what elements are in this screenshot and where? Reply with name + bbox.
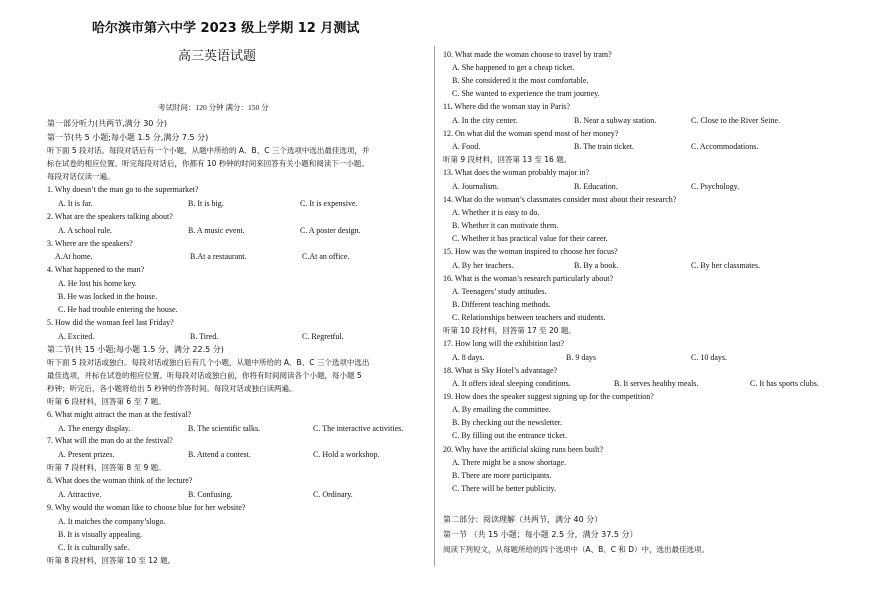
question-2-option-a[interactable]: A. A school rule. <box>58 226 112 235</box>
exam-title: 哈尔滨市第六中学 2023 级上学期 12 月测试 <box>92 21 360 36</box>
question-15-option-c[interactable]: C. By her classmates. <box>691 261 761 270</box>
question-19-stem: 19. How does the speaker suggest signing up for the competition? <box>443 392 654 401</box>
question-20-option-a[interactable]: A. There might be a snow shortage. <box>452 458 567 467</box>
question-9-option-c[interactable]: C. It is culturally safe. <box>58 543 130 552</box>
part1-section2-instr-2: 最佳选项，并标在试卷的相应位置。听每段对话或独白前，你将有时间阅读各个小题，每小题 5 <box>47 371 362 380</box>
question-2-stem: 2. What are the speakers talking about? <box>47 212 173 221</box>
question-16-option-b[interactable]: B. Different teaching methods. <box>452 300 551 309</box>
exam-subtitle: 高三英语试题 <box>178 49 257 64</box>
question-18-option-b[interactable]: B. It serves healthy meals. <box>614 379 699 388</box>
question-13-option-c[interactable]: C. Psychology. <box>691 182 740 191</box>
part1-section1-instr-3: 每段对话仅读一遍。 <box>47 172 115 181</box>
question-4-stem: 4. What happened to the man? <box>47 265 145 274</box>
question-8-option-c[interactable]: C. Ordinary. <box>313 490 353 499</box>
listen-note-10: 听第 10 段材料，回答第 17 至 20 题。 <box>443 326 576 335</box>
part1-section2-heading: 第二节(共 15 小题;每小题 1.5 分，满分 22.5 分) <box>47 345 224 354</box>
listen-note-6: 听第 6 段材料，回答第 6 至 7 题。 <box>47 397 166 406</box>
question-15-option-a[interactable]: A. By her teachers. <box>452 261 514 270</box>
listen-note-7: 听第 7 段材料，回答第 8 至 9 题。 <box>47 463 166 472</box>
part1-section2-instr-1: 听下面 5 段对话或独白。每段对话或独白后有几个小题，从题中所给的 A、B、C 三个选项中选出 <box>47 358 370 367</box>
exam-meta: 考试时间：120 分钟 满分：150 分 <box>158 103 269 112</box>
question-13-option-a[interactable]: A. Journalism. <box>452 182 499 191</box>
question-19-option-a[interactable]: A. By emailing the committee. <box>452 405 551 414</box>
question-12-option-c[interactable]: C. Accommodations. <box>691 142 759 151</box>
question-12-option-a[interactable]: A. Food. <box>452 142 481 151</box>
question-3-option-b[interactable]: B.At a restaurant. <box>190 252 247 261</box>
question-4-option-c[interactable]: C. He had trouble entering the house. <box>58 305 178 314</box>
part1-section1-instr-2: 标在试卷的相应位置。听完每段对话后，你都有 10 秒钟的时间来回答有关小题和阅读下一小题。 <box>47 159 369 168</box>
question-4-option-a[interactable]: A. He lost his home key. <box>58 279 137 288</box>
question-9-option-b[interactable]: B. It is visually appealing. <box>58 530 142 539</box>
question-9-stem: 9. Why would the woman like to choose blue for her website? <box>47 503 246 512</box>
question-5-option-a[interactable]: A. Excited. <box>58 332 95 341</box>
question-10-option-a[interactable]: A. She happened to get a cheap ticket. <box>452 63 575 72</box>
question-18-option-a[interactable]: A. It offers ideal sleeping conditions. <box>452 379 571 388</box>
question-6-option-c[interactable]: C. The interactive activities. <box>313 424 404 433</box>
question-2-option-b[interactable]: B. A music event. <box>188 226 245 235</box>
question-12-stem: 12. On what did the woman spend most of her money? <box>443 129 619 138</box>
question-11-option-a[interactable]: A. In the city center. <box>452 116 518 125</box>
question-10-stem: 10. What made the woman choose to travel by tram? <box>443 50 612 59</box>
question-17-option-a[interactable]: A. 8 days. <box>452 353 485 362</box>
question-14-option-a[interactable]: A. Whether it is easy to do. <box>452 208 540 217</box>
question-7-stem: 7. What will the man do at the festival? <box>47 436 173 445</box>
question-13-stem: 13. What does the woman probably major in? <box>443 168 590 177</box>
part1-section2-instr-3: 秒钟；听完后，各小题将给出 5 秒钟的作答时间。每段对话或独白读两遍。 <box>47 384 297 393</box>
question-17-stem: 17. How long will the exhibition last? <box>443 339 565 348</box>
question-8-option-a[interactable]: A. Attractive. <box>58 490 102 499</box>
question-9-option-a[interactable]: A. It matches the company’slogo. <box>58 517 166 526</box>
question-16-option-c[interactable]: C. Relationships between teachers and students. <box>452 313 606 322</box>
question-11-stem: 11. Where did the woman stay in Paris? <box>443 102 571 111</box>
part1-section1-heading: 第一节(共 5 小题;每小题 1.5 分,满分 7.5 分) <box>47 133 209 142</box>
question-7-option-b[interactable]: B. Attend a contest. <box>188 450 251 459</box>
question-3-stem: 3. Where are the speakers? <box>47 239 133 248</box>
question-13-option-b[interactable]: B. Education. <box>574 182 618 191</box>
question-1-stem: 1. Why doesn’t the man go to the supermarket? <box>47 185 199 194</box>
question-6-stem: 6. What might attract the man at the festival? <box>47 410 192 419</box>
part2-instructions: 阅读下列短文，从每题所给的四个选项中（A、B、C 和 D）中，选出最佳选项。 <box>443 545 710 554</box>
question-18-option-c[interactable]: C. It has sports clubs. <box>750 379 819 388</box>
question-11-option-c[interactable]: C. Close to the River Seine. <box>691 116 781 125</box>
question-20-option-b[interactable]: B. There are more participants. <box>452 471 552 480</box>
part1-heading: 第一部分听力(共两节,满分 30 分) <box>47 119 168 128</box>
question-5-option-c[interactable]: C. Regretful. <box>302 332 344 341</box>
question-17-option-c[interactable]: C. 10 days. <box>691 353 727 362</box>
question-17-option-b[interactable]: B. 9 days <box>566 353 596 362</box>
part2-heading: 第二部分：阅读理解（共两节，满分 40 分） <box>443 515 603 524</box>
column-divider <box>434 46 435 566</box>
question-10-option-b[interactable]: B. She considered it the most comfortable. <box>452 76 589 85</box>
question-19-option-b[interactable]: B. By checking out the newsletter. <box>452 418 562 427</box>
question-14-option-b[interactable]: B. Whether it can motivate them. <box>452 221 559 230</box>
question-8-stem: 8. What does the woman think of the lecture? <box>47 476 193 485</box>
question-4-option-b[interactable]: B. He was locked in the house. <box>58 292 158 301</box>
question-16-option-a[interactable]: A. Teenagers’ study attitudes. <box>452 287 547 296</box>
question-5-stem: 5. How did the woman feel last Friday? <box>47 318 174 327</box>
question-15-stem: 15. How was the woman inspired to choose her focus? <box>443 247 618 256</box>
part2-section1-heading: 第一节 （共 15 小题；每小题 2.5 分，满分 37.5 分） <box>443 530 638 539</box>
question-19-option-c[interactable]: C. By filling out the entrance ticket. <box>452 431 568 440</box>
question-10-option-c[interactable]: C. She wanted to experience the tram journey. <box>452 89 600 98</box>
listen-note-9: 听第 9 段材料，回答第 13 至 16 题。 <box>443 155 572 164</box>
question-16-stem: 16. What is the woman’s research particularly about? <box>443 274 614 283</box>
question-6-option-a[interactable]: A. The energy display. <box>58 424 131 433</box>
question-14-stem: 14. What do the woman’s classmates consider most about their research? <box>443 195 677 204</box>
part1-section1-instr-1: 听下面 5 段对话。每段对话后有一个小题，从题中所给的 A、B、C 三个选项中选出最佳选项，并 <box>47 146 370 155</box>
question-20-option-c[interactable]: C. There will be better publicity. <box>452 484 556 493</box>
question-1-option-b[interactable]: B. It is big. <box>188 199 224 208</box>
question-18-stem: 18. What is Sky Hotel’s advantage? <box>443 366 558 375</box>
question-6-option-b[interactable]: B. The scientific talks. <box>188 424 261 433</box>
question-5-option-b[interactable]: B. Tired. <box>190 332 219 341</box>
question-7-option-c[interactable]: C. Hold a workshop. <box>313 450 380 459</box>
listen-note-8: 听第 8 段材料，回答第 10 至 12 题。 <box>47 556 176 565</box>
question-14-option-c[interactable]: C. Whether it has practical value for their career. <box>452 234 608 243</box>
question-12-option-b[interactable]: B. The train ticket. <box>574 142 635 151</box>
question-15-option-b[interactable]: B. By a book. <box>574 261 619 270</box>
question-3-option-c[interactable]: C.At an office. <box>302 252 350 261</box>
question-2-option-c[interactable]: C. A poster design. <box>300 226 361 235</box>
question-1-option-c[interactable]: C. It is expensive. <box>300 199 358 208</box>
question-11-option-b[interactable]: B. Near a subway station. <box>574 116 657 125</box>
question-8-option-b[interactable]: B. Confusing. <box>188 490 233 499</box>
question-1-option-a[interactable]: A. It is far. <box>58 199 93 208</box>
question-3-option-a[interactable]: A.At home. <box>55 252 93 261</box>
question-7-option-a[interactable]: A. Present prizes. <box>58 450 115 459</box>
question-20-stem: 20. Why have the artificial skiing runs been built? <box>443 445 604 454</box>
